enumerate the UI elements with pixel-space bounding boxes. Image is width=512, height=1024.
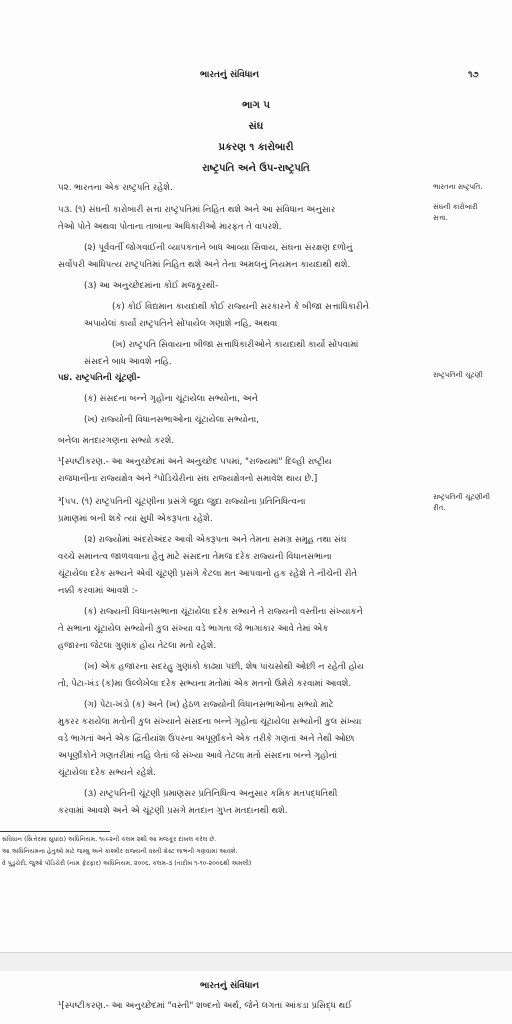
body-line: તેઓ પોતે અથવા પોતાના તાબાના અધિકારીઓ મારફત તે વાપરશે.	[58, 222, 282, 232]
footnote-2: આ અધિનિયમના હેતુઓ માટે જમ્મુ અને કાશ્મીર રાજ્યની વસ્તી ગ્રેસ્ટ લાભની ગણવામાં આવશે.	[2, 848, 238, 855]
margin-note-55-line1: રાષ્ટ્રપતિની ચૂંટણીની	[433, 493, 490, 501]
body-line: મુકરર કરાયેલા મતોની કુલ સંખ્યાને સંસદના બન્ને ગૃહોના ચૂંટાયેલા સભ્યોની કુલ સંખ્યા	[58, 717, 362, 727]
body-line: ચૂંટાયેલા દરેક સભ્યને રહેશે.	[58, 768, 156, 778]
clause-55-2-kha: (ખ) એક હજારના સદરહુ ગુણાંકો કાઢ્યા પછી, શેષ પાંચસોથી ઓછી ન રહેતી હોય	[84, 662, 364, 672]
page-number: ૧૭	[468, 70, 479, 80]
body-line: નક્કી કરવામાં આવશે :-	[58, 586, 138, 596]
clause-55-2-ga: (ગ) પેટા-ખંડો (ક) અને (ખ) હેઠળ રાજ્યોની વિધાનસભાઓના સભ્યો માટે	[84, 700, 334, 710]
article-55-3: (૩) રાષ્ટ્રપતિની ચૂંટણી પ્રમાણસર પ્રતિનિધિત્વ અનુસાર કમિક મતપદ્ધતિથી	[84, 789, 338, 799]
body-line: બનેલા મતદારગણના સભ્યો કરશે.	[58, 436, 175, 446]
body-line: વચ્ચે સમાનત્વ જાળવવાના હેતુ માટે સંસદના તેમજ દરેક રાજ્યની વિધાનસભાના	[58, 552, 332, 562]
chapter-heading: પ્રકરણ ૧ કારોબારી	[218, 142, 294, 153]
article-53-1: ૫૩. (૧) સંઘની કારોબારી સત્તા રાષ્ટ્રપતિમાં નિહિત થશે અને આ સંવિધાન અનુસાર	[58, 205, 336, 215]
article-55-2: (૨) રાજ્યોમાં અંદરોઅંદર આવી એકરૂપતા અને તેમના સમગ્ર સમૂહ તથા સંઘ	[84, 535, 347, 545]
body-line: તે સભાના ચૂંટાયેલ સભ્યોની કુલ સંખ્યા વડે ભાગતા જે ભાગાકાર આવે તેમાં એક	[58, 624, 329, 634]
running-header: ભારતનું સંવિધાન	[200, 70, 260, 80]
next-page	[0, 971, 512, 1024]
body-line: તો, પેટા-ખંડ (ક)માં ઉલ્લેખેલા દરેક સભ્યના મતોમાં એક મતનો ઉમેરો કરવામાં આવશે.	[58, 679, 352, 689]
clause-53-3-ka: (ક) કોઈ વિદ્યમાન કાયદાથી કોઈ રાજ્યની સરકારને કે બીજા સત્તાધિકારીને	[112, 302, 370, 312]
article-55-1: ³[૫૫. (૧) રાષ્ટ્રપતિની ચૂંટણીના પ્રસંગે જુદા જુદા રાજ્યોના પ્રતિનિધિત્વના	[58, 497, 306, 507]
body-line: સર્વોપરી આધિપત્ય રાષ્ટ્રપતિમાં નિહિત થશે અને તેના અમલનું નિયમન કાયદાથી થશે.	[58, 260, 351, 270]
article-52: ૫૨. ભારતના એક રાષ્ટ્રપતિ રહેશે.	[58, 183, 173, 193]
explanation-54: ¹[સ્પષ્ટીકરણ.- આ અનુચ્છેદમાં અને અનુચ્છેદ ૫૫માં, "રાજ્યમાં" દિલ્હી રાષ્ટ્રીય	[58, 457, 332, 467]
article-53-3: (૩) આ અનુચ્છેદમાંના કોઈ મજકૂરથી-	[84, 281, 219, 291]
footnote-3: વે પુડુચેરી, જુઓ પોંડિચેરી (નામ ફેરફાર) અધિનિયમ, ૨૦૦૬, કલમ-૩ (તારીખ ૧-૧૦-૨૦૦૬થી અમલી)	[2, 860, 252, 867]
next-page-first-line: ¹[સ્પષ્ટીકરણ.- આ અનુચ્છેદમાં "વસ્તી" શબ્દનો અર્થ, જેને લગતા આંકડા પ્રસિદ્ધ થઈ	[58, 1001, 352, 1011]
margin-note-53-line1: સંઘની કારોબારી	[433, 203, 478, 211]
body-line: રાજધાનીના રાજ્યક્ષેત્ર અને ²પોંડિચેરીના સંઘ રાજ્યક્ષેત્રનો સમાવેશ થાય છે.]	[58, 474, 318, 484]
margin-note-52: ભારતના રાષ્ટ્રપતિ.	[433, 183, 483, 191]
next-page-header: ભારતનું સંવિધાન	[200, 981, 260, 991]
article-54: ૫૪. રાષ્ટ્રપતિની ચૂંટણી-	[58, 373, 141, 383]
margin-note-54: રાષ્ટ્રપતિની ચૂંટણી	[433, 371, 483, 379]
body-line: અપાયેલાં કાર્યો રાષ્ટ્રપતિને સોંપાયેલ ગણાશે નહિ, અથવા	[84, 319, 278, 329]
clause-54-kha: (ખ) રાજ્યોની વિધાનસભાઓના ચૂંટાયેલા સભ્યોના,	[84, 415, 259, 425]
body-line: વડે ભાગતાં અને એક દ્વિતીયાંશ ઉપરના અપૂર્ણાંકને એક તરીકે ગણતાં અને તેથી ઓછા	[58, 734, 355, 744]
body-line: અપૂર્ણાંકોને ગણતરીમાં નહિ લેતાં જે સંખ્યા આવે તેટલા મતો સંસદના બન્ને ગૃહોનાં	[58, 751, 338, 761]
clause-54-ka: (ક) સંસદના બન્ને ગૃહોના ચૂંટાયેલા સભ્યોના, અને	[84, 394, 259, 404]
body-line: પ્રમાણમાં બની શકે ત્યાં સુધી એકરૂપતા રહેશે.	[58, 514, 213, 524]
footnote-1: સંવિધાન (સિત્તેરમા સુધારા) અધિનિયમ, ૧૯૯૨ની કલમ ૨થી આ મજકૂર દાખલ કરેલ છે.	[2, 836, 217, 843]
sangh-heading: સંઘ	[248, 121, 264, 132]
clause-53-3-kha: (ખ) રાષ્ટ્રપતિ સિવાયના બીજા સત્તાધિકારીઓને કાયદાથી કાર્યો સોંપવામાં	[112, 340, 359, 350]
margin-note-53-line2: સત્તા.	[433, 214, 448, 222]
subject-heading: રાષ્ટ્રપતિ અને ઉપ-રાષ્ટ્રપતિ	[202, 163, 310, 174]
body-line: કરવામાં આવશે અને એ ચૂંટણી પ્રસંગે મતદાન ગુપ્ત મતદાનથી થશે.	[58, 806, 288, 816]
body-line: સંસદને બાધ આવશે નહિ.	[84, 357, 172, 367]
clause-55-2-ka: (ક) રાજ્યની વિધાનસભાના ચૂંટાયેલા દરેક સભ્યને તે રાજ્યની વસ્તીના સંખ્યાકને	[84, 607, 363, 617]
article-53-2: (૨) પૂર્વવર્તી જોગવાઈની વ્યાપકતાને બાધ આવ્યા સિવાય, સંઘના સંરક્ષણ દળોનું	[84, 243, 353, 253]
margin-note-55-line2: રીત.	[433, 504, 446, 512]
footnote-rule	[0, 831, 110, 832]
page-gap	[0, 952, 512, 972]
body-line: હજારના જેટલા ગુણાંક હોય તેટલા મતો રહેશે.	[58, 641, 217, 651]
part-heading: ભાગ ૫	[242, 100, 270, 111]
body-line: ચૂંટાયેલા દરેક સભ્યને એવી ચૂંટણી પ્રસંગે કેટલા મત આપવાનો હક રહેશે તે નીચેની રીતે	[58, 569, 358, 579]
